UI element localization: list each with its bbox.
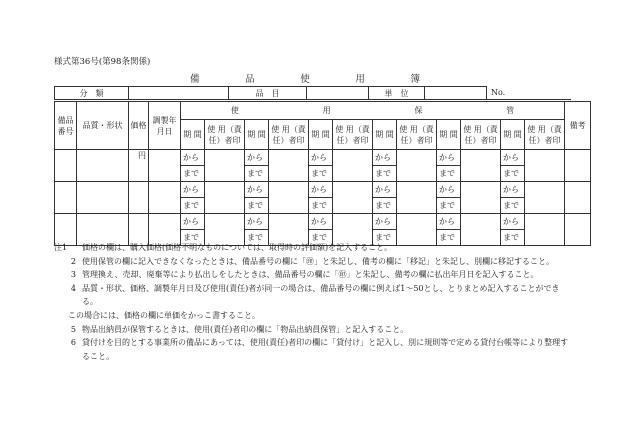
period-to-cell[interactable]: まで: [501, 198, 525, 214]
period-from-cell[interactable]: から: [309, 150, 333, 166]
user-seal-header: 使 用（責任）者印: [205, 120, 245, 150]
manufacture-date-header: 調製年月日: [149, 102, 181, 150]
period-to-cell[interactable]: まで: [309, 166, 333, 182]
period-to-cell[interactable]: まで: [373, 230, 397, 246]
title-char: 備: [190, 74, 200, 85]
user-seal-cell[interactable]: [205, 150, 245, 182]
period-header: 期 間: [373, 120, 397, 150]
item-name-label: 品 目: [229, 87, 307, 100]
note-number: 6: [70, 338, 76, 348]
quality-shape-header: 品質・形状: [77, 102, 129, 150]
remarks-header: 備考: [565, 102, 591, 150]
period-to-cell[interactable]: まで: [181, 198, 205, 214]
period-to-cell[interactable]: まで: [245, 198, 269, 214]
note-text: 使用保管の欄に記入できなくなったときは、備品番号の欄に「㊞」と朱記し、備考の欄に「移記」と朱記し、別欄に移記すること。: [82, 256, 554, 266]
title-char: 簿: [410, 74, 420, 85]
period-from-cell[interactable]: から: [309, 214, 333, 230]
period-header: 期 間: [437, 120, 461, 150]
user-seal-cell[interactable]: [397, 182, 437, 214]
note-continuation: [54, 309, 574, 323]
use-storage-char: 使: [230, 106, 239, 115]
user-seal-cell[interactable]: [525, 182, 565, 214]
number-field[interactable]: [487, 87, 571, 100]
note-number: 注1: [54, 243, 68, 252]
unit-label: 単 位: [369, 87, 425, 100]
period-to-cell[interactable]: まで: [437, 166, 461, 182]
note-item: [54, 323, 574, 337]
user-seal-header: 使 用（責任）者印: [461, 120, 501, 150]
user-seal-header: 使 用（責任）者印: [269, 120, 309, 150]
note-text: 価格の欄は、購入価格(価格不明なものについては、取得時の評価額)を記入すること。: [82, 243, 393, 252]
remarks-cell[interactable]: [565, 150, 591, 182]
period-to-cell[interactable]: まで: [373, 198, 397, 214]
period-header: 期 間: [181, 120, 205, 150]
page-title: [190, 71, 420, 85]
note-item: [54, 241, 574, 255]
yen-label: 円: [138, 151, 146, 160]
period-from-cell[interactable]: から: [245, 182, 269, 198]
period-header: 期 間: [245, 120, 269, 150]
note-continuation: [54, 350, 574, 364]
table-row: [55, 182, 591, 198]
period-from-cell[interactable]: から: [501, 182, 525, 198]
manufacture-date-cell[interactable]: [149, 182, 181, 214]
header-info-table: [54, 86, 571, 100]
period-to-cell[interactable]: まで: [309, 198, 333, 214]
category-label: 分 類: [55, 87, 129, 100]
note-number: 5: [70, 324, 76, 334]
notes-section: [54, 241, 574, 363]
period-to-cell[interactable]: まで: [501, 166, 525, 182]
unit-field[interactable]: [425, 87, 487, 100]
period-from-cell[interactable]: から: [181, 182, 205, 198]
note-text: この場合には、価格の欄に単価をかっこ書すること。: [68, 310, 260, 320]
use-storage-char: 用: [322, 106, 331, 115]
period-from-cell[interactable]: から: [373, 150, 397, 166]
table-row: [55, 150, 591, 166]
quality-shape-cell[interactable]: [77, 182, 129, 214]
period-to-cell[interactable]: まで: [309, 230, 333, 246]
price-header: 価格: [129, 102, 149, 150]
period-to-cell[interactable]: まで: [501, 230, 525, 246]
period-from-cell[interactable]: から: [181, 150, 205, 166]
user-seal-cell[interactable]: [205, 182, 245, 214]
note-text: 貸付けを目的とする事業所の備品にあっては、使用(責任)者印の欄に「貸付け」と記入し、別に規則等で定める貸付台帳等により整理す: [82, 338, 569, 348]
note-item: [54, 336, 574, 350]
period-to-cell[interactable]: まで: [437, 198, 461, 214]
user-seal-header: 使 用（責任）者印: [525, 120, 565, 150]
note-item: [54, 282, 574, 309]
user-seal-cell[interactable]: [461, 182, 501, 214]
user-seal-header: 使 用（責任）者印: [333, 120, 373, 150]
period-to-cell[interactable]: まで: [437, 230, 461, 246]
note-item: [54, 255, 574, 269]
price-cell[interactable]: [129, 182, 149, 214]
period-to-cell[interactable]: まで: [245, 230, 269, 246]
note-text: 管理換え、売却、廃棄等により払出しをしたときは、備品番号の欄に「㊞」と朱記し、備考の欄に払出年月日を記入すること。: [82, 270, 539, 280]
user-seal-cell[interactable]: [269, 150, 309, 182]
use-storage-header: [181, 102, 565, 120]
manufacture-date-cell[interactable]: [149, 150, 181, 182]
note-text: 品質・形状、価格、調製年月日及び使用(責任)者が同一の場合は、備品番号の欄に例えば1～50とし、とりまとめ記入することができる。: [82, 283, 560, 307]
period-from-cell[interactable]: から: [245, 214, 269, 230]
period-from-cell[interactable]: から: [373, 182, 397, 198]
period-to-cell[interactable]: まで: [181, 166, 205, 182]
user-seal-cell[interactable]: [525, 150, 565, 182]
period-to-cell[interactable]: まで: [181, 230, 205, 246]
remarks-cell[interactable]: [565, 182, 591, 214]
period-header: 期 間: [501, 120, 525, 150]
note-text: ること。: [82, 351, 114, 361]
price-cell[interactable]: [129, 150, 149, 182]
item-number-cell[interactable]: [55, 182, 77, 214]
title-char: 用: [355, 74, 365, 85]
note-number: 2: [70, 256, 76, 266]
category-field[interactable]: [129, 87, 229, 100]
period-to-cell[interactable]: まで: [373, 166, 397, 182]
period-from-cell[interactable]: から: [181, 214, 205, 230]
number-label: No.: [491, 88, 506, 98]
user-seal-header: 使 用（責任）者印: [397, 120, 437, 150]
period-from-cell[interactable]: から: [373, 214, 397, 230]
user-seal-cell[interactable]: [269, 182, 309, 214]
use-storage-char: 保: [414, 106, 423, 115]
item-number-cell[interactable]: [55, 150, 77, 182]
period-from-cell[interactable]: から: [501, 150, 525, 166]
title-char: 品: [245, 74, 255, 85]
usage-ledger-table: [54, 101, 591, 246]
user-seal-cell[interactable]: [333, 150, 373, 182]
note-text: 物品出納員が保管するときは、使用(責任)者印の欄に「物品出納員保管」と記入すること。: [82, 324, 409, 334]
note-number: 4: [70, 283, 76, 293]
item-name-field[interactable]: [307, 87, 369, 100]
table-row: [55, 214, 591, 230]
period-from-cell[interactable]: から: [437, 150, 461, 166]
period-from-cell[interactable]: から: [437, 214, 461, 230]
period-from-cell[interactable]: から: [245, 150, 269, 166]
period-from-cell[interactable]: から: [437, 182, 461, 198]
use-storage-char: 管: [506, 106, 515, 115]
user-seal-cell[interactable]: [397, 150, 437, 182]
user-seal-cell[interactable]: [461, 150, 501, 182]
quality-shape-cell[interactable]: [77, 150, 129, 182]
note-item: [54, 268, 574, 282]
user-seal-cell[interactable]: [333, 182, 373, 214]
item-number-header: 備品番号: [55, 102, 77, 150]
period-header: 期 間: [309, 120, 333, 150]
title-char: 使: [300, 74, 310, 85]
period-from-cell[interactable]: から: [501, 214, 525, 230]
form-number-label: 様式第36号(第98条関係): [54, 57, 151, 67]
note-number: 3: [70, 270, 76, 280]
period-to-cell[interactable]: まで: [245, 166, 269, 182]
period-from-cell[interactable]: から: [309, 182, 333, 198]
